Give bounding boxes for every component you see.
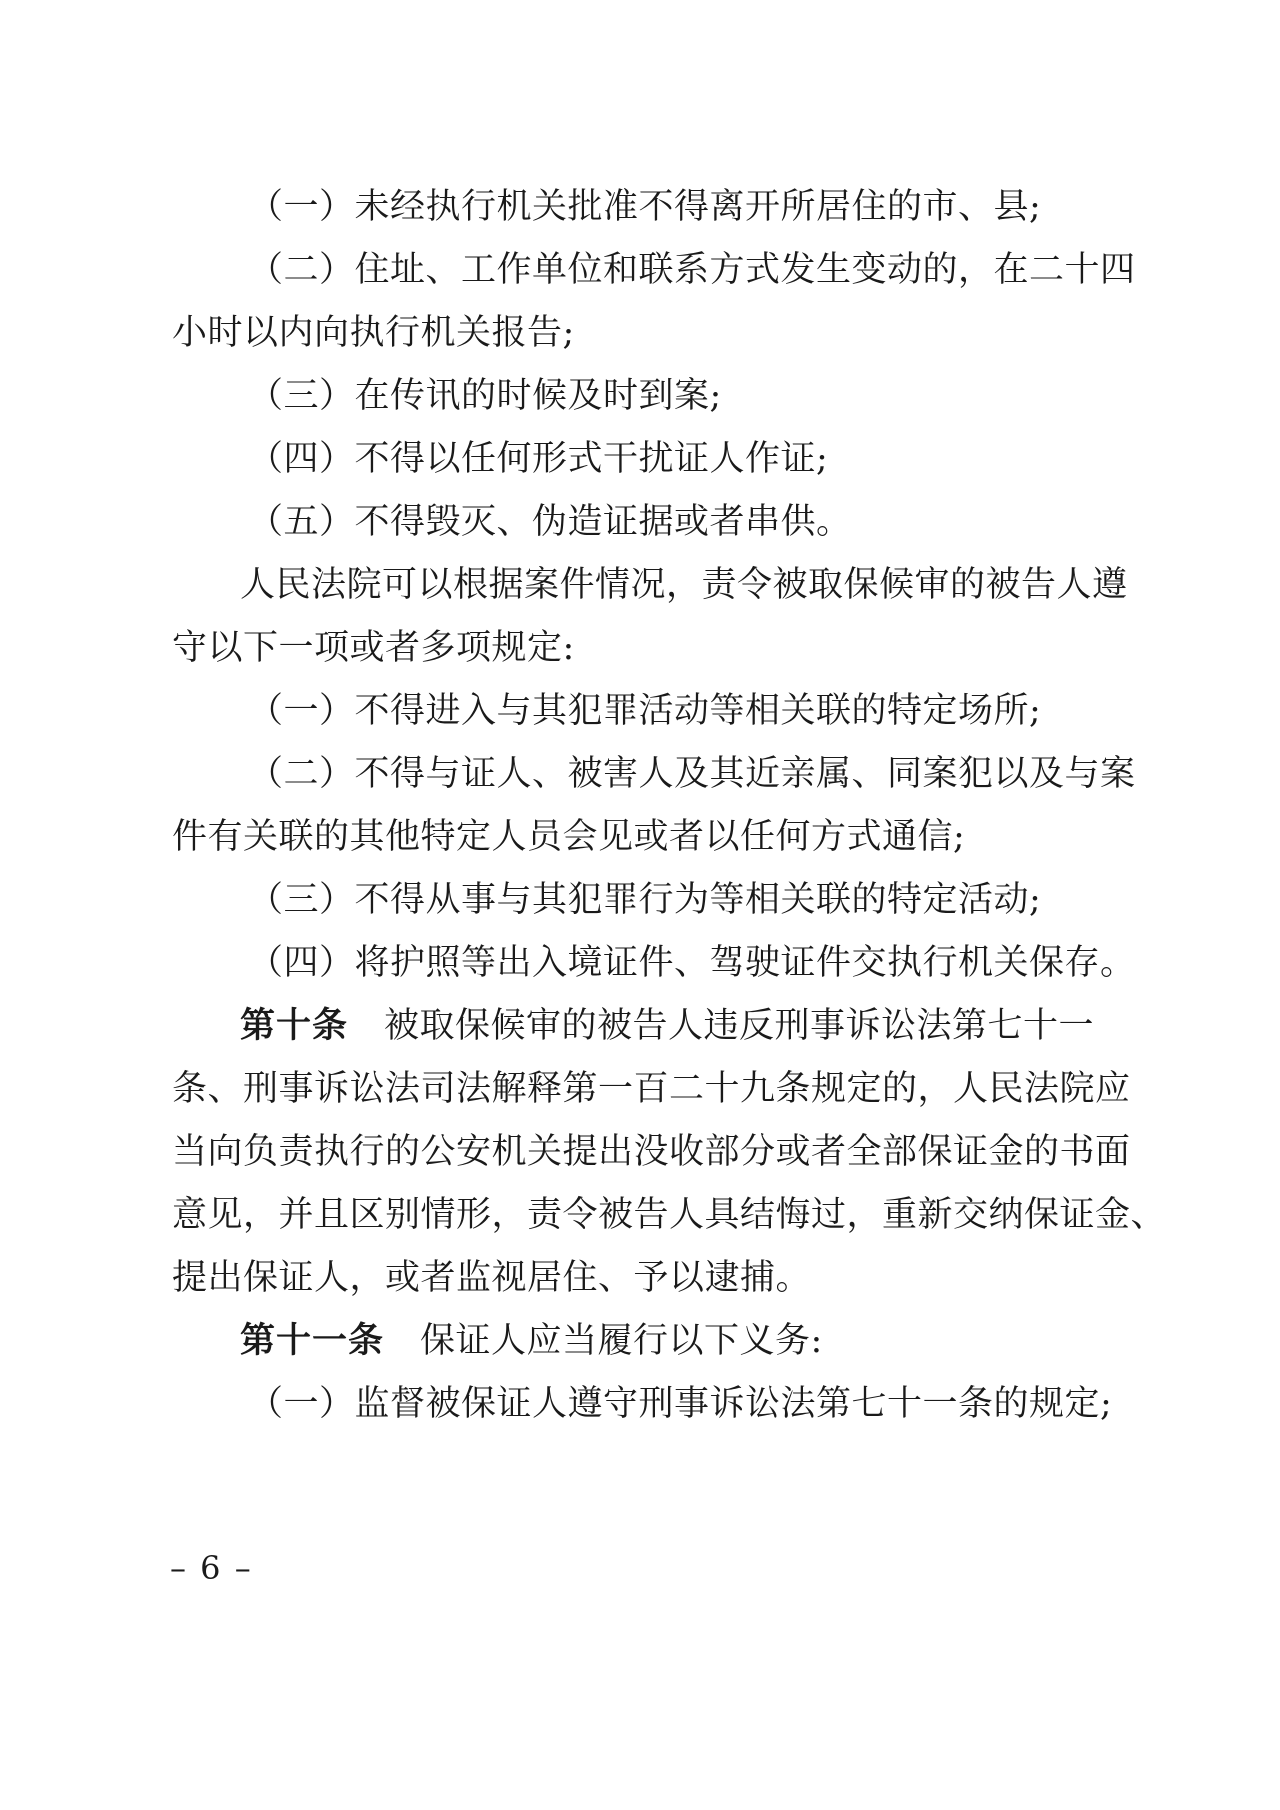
text-line: 人民法院可以根据案件情况，责令被取保候审的被告人遵 <box>240 565 1128 605</box>
text-line: （二）不得与证人、被害人及其近亲属、同案犯以及与案 <box>248 754 1136 794</box>
article-11-heading: 第十一条 <box>240 1321 385 1361</box>
article-10-text: 被取保候审的被告人违反刑事诉讼法第七十一 <box>384 1006 1095 1046</box>
text-line: 提出保证人，或者监视居住、予以逮捕。 <box>172 1258 812 1298</box>
text-line: 守以下一项或者多项规定: <box>172 628 575 668</box>
text-line: （一）未经执行机关批准不得离开所居住的市、县; <box>248 187 1042 227</box>
text-line: 条、刑事诉讼法司法解释第一百二十九条规定的，人民法院应 <box>172 1069 1131 1109</box>
text-line: （五）不得毁灭、伪造证据或者串供。 <box>248 502 852 542</box>
text-line: （四）不得以任何形式干扰证人作证; <box>248 439 829 479</box>
text-line: 意见，并且区别情形，责令被告人具结悔过，重新交纳保证金、 <box>172 1195 1167 1235</box>
text-line: （一）监督被保证人遵守刑事诉讼法第七十一条的规定; <box>248 1384 1113 1424</box>
text-line: （三）不得从事与其犯罪行为等相关联的特定活动; <box>248 880 1042 920</box>
text-line: 当向负责执行的公安机关提出没收部分或者全部保证金的书面 <box>172 1132 1131 1172</box>
article-11-text: 保证人应当履行以下义务: <box>420 1321 823 1361</box>
text-line: （二）住址、工作单位和联系方式发生变动的，在二十四 <box>248 250 1136 290</box>
page-number: – 6 – <box>170 1549 253 1587</box>
text-line: 小时以内向执行机关报告; <box>172 313 575 353</box>
article-11-first-line <box>240 1319 823 1363</box>
text-line: （四）将护照等出入境证件、驾驶证件交执行机关保存。 <box>248 943 1136 983</box>
text-line: （三）在传讯的时候及时到案; <box>248 376 722 416</box>
text-line: 件有关联的其他特定人员会见或者以任何方式通信; <box>172 817 966 857</box>
article-10-first-line <box>240 1004 1094 1048</box>
article-10-heading: 第十条 <box>240 1006 349 1046</box>
text-line: （一）不得进入与其犯罪活动等相关联的特定场所; <box>248 691 1042 731</box>
